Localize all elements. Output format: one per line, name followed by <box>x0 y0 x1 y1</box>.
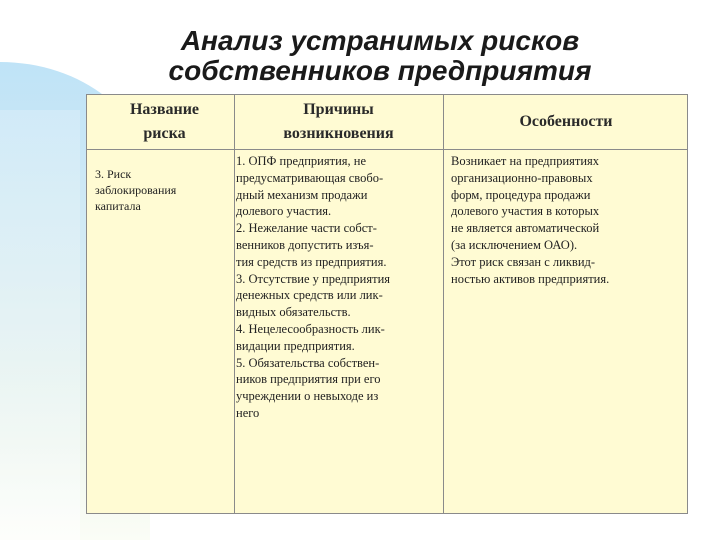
slide-title <box>100 26 660 86</box>
title-line-1: Анализ устранимых рисков <box>180 25 580 56</box>
cell-line: 5. Обязательства собствен- <box>236 355 380 370</box>
cell-line: организационно-правовых <box>451 170 593 185</box>
header-features <box>443 95 689 149</box>
header-risk-name <box>97 95 232 149</box>
cell-risk-name <box>95 166 229 214</box>
cell-line: Этот риск связан с ликвид- <box>451 254 596 269</box>
cell-line: видных обязательств. <box>236 305 351 320</box>
cell-features <box>451 153 687 287</box>
cell-line: 3. Отсутствие у предприятия <box>236 271 391 286</box>
cell-line: долевого участия. <box>236 204 332 219</box>
cell-line: денежных средств или лик- <box>236 288 383 303</box>
decorative-gradient-inner <box>0 110 80 540</box>
cell-line: ников предприятия при его <box>236 372 381 387</box>
cell-line: форм, процедура продажи <box>451 187 591 202</box>
cell-line: 3. Риск <box>95 167 132 181</box>
cell-line: ностью активов предприятия. <box>451 271 610 286</box>
header-causes <box>234 95 443 149</box>
cell-line: тия средств из предприятия. <box>236 254 387 269</box>
cell-line: видации предприятия. <box>236 338 355 353</box>
header-text: Причины <box>303 101 374 118</box>
cell-line: дный механизм продажи <box>236 187 368 202</box>
cell-line: долевого участия в которых <box>451 204 600 219</box>
cell-line: учреждении о невыходе из <box>236 389 379 404</box>
cell-causes <box>236 153 441 422</box>
header-text: риска <box>143 125 186 142</box>
cell-line: 4. Нецелесообразность лик- <box>236 321 385 336</box>
cell-line: капитала <box>95 199 141 213</box>
cell-line: 1. ОПФ предприятия, не <box>236 154 367 168</box>
cell-line: заблокирования <box>95 183 177 197</box>
column-divider <box>234 95 235 513</box>
cell-line: предусматривающая свобо- <box>236 170 384 185</box>
header-divider <box>87 149 687 150</box>
risk-analysis-table <box>86 94 688 514</box>
title-line-2: собственников предприятия <box>168 55 592 86</box>
cell-line: него <box>236 405 260 420</box>
header-text: Название <box>129 101 200 118</box>
cell-line: 2. Нежелание части собст- <box>236 221 377 236</box>
cell-line: (за исключением ОАО). <box>451 237 578 252</box>
column-divider <box>443 95 444 513</box>
cell-line: не является автоматической <box>451 221 600 236</box>
cell-line: венников допустить изъя- <box>236 237 374 252</box>
header-text: возникновения <box>283 125 394 142</box>
header-text: Особенности <box>519 113 613 130</box>
cell-line: Возникает на предприятиях <box>451 154 600 168</box>
